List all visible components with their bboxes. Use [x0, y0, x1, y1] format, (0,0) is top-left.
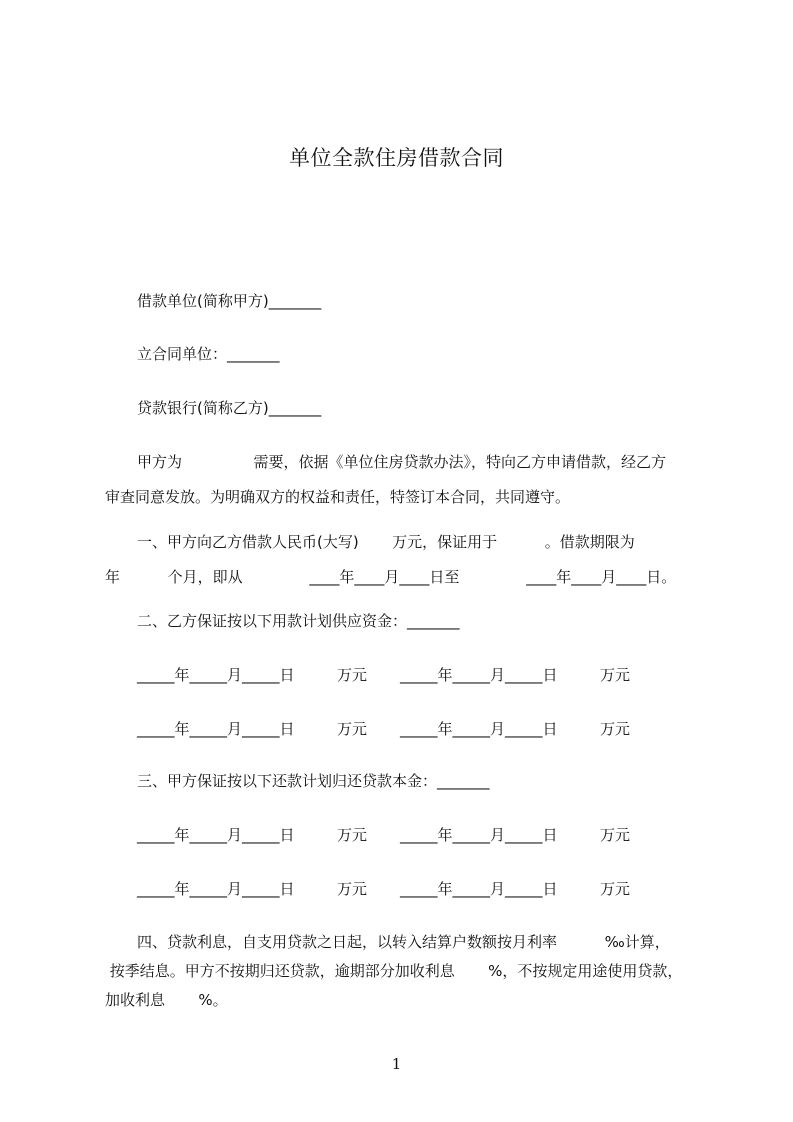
- clause-3-heading: 三、甲方保证按以下还款计划归还贷款本金：_______: [137, 772, 490, 790]
- schedule-date-left: _____年_____月_____日: [137, 880, 295, 898]
- schedule-date-right: _____年_____月_____日: [400, 826, 558, 844]
- schedule-date-right: _____年_____月_____日: [400, 720, 558, 738]
- schedule-date-right: _____年_____月_____日: [400, 666, 558, 684]
- schedule-unit-right: 万元: [600, 880, 631, 898]
- contract-title: 单位全款住房借款合同: [289, 146, 504, 170]
- bank-field: 贷款银行(简称乙方)_______: [137, 399, 322, 417]
- schedule-unit-left: 万元: [337, 666, 368, 684]
- schedule-date-right: _____年_____月_____日: [400, 880, 558, 898]
- intro-paragraph: [105, 451, 705, 507]
- contract-unit-field: 立合同单位：_______: [137, 345, 280, 363]
- clause-4-line-2: 按季结息。甲方不按期归还贷款，逾期部分加收利息 %，不按规定用途使用贷款，: [105, 962, 683, 980]
- intro-line-1: 甲方为 需要，依据《单位住房贷款办法》，特向乙方申请借款，经乙方: [137, 453, 667, 471]
- schedule-date-left: _____年_____月_____日: [137, 826, 295, 844]
- clause-1-line-2: 年 个月，即从 ____年____月____日至 ____年____月____日。: [105, 568, 677, 586]
- schedule-unit-left: 万元: [337, 826, 368, 844]
- schedule-date-left: _____年_____月_____日: [137, 720, 295, 738]
- schedule-unit-left: 万元: [337, 720, 368, 738]
- clause-1-line-1: 一、甲方向乙方借款人民币(大写) 万元，保证用于 。借款期限为: [137, 533, 635, 551]
- schedule-date-left: _____年_____月_____日: [137, 666, 295, 684]
- schedule-unit-right: 万元: [600, 720, 631, 738]
- schedule-unit-left: 万元: [337, 880, 368, 898]
- intro-line-2: 审查同意发放。为明确双方的权益和责任，特签订本合同，共同遵守。: [105, 488, 571, 506]
- clause-4-paragraph: [105, 931, 705, 1010]
- clause-4-line-3: 加收利息 %。: [105, 991, 228, 1009]
- clause-2-heading: 二、乙方保证按以下用款计划供应资金：_______: [137, 612, 460, 630]
- borrower-field: 借款单位(简称甲方)_______: [137, 292, 322, 310]
- schedule-unit-right: 万元: [600, 826, 631, 844]
- clause-1-paragraph: [105, 531, 705, 587]
- page-number: 1: [391, 1055, 402, 1073]
- schedule-unit-right: 万元: [600, 666, 631, 684]
- clause-4-line-1: 四、贷款利息，自支用贷款之日起，以转入结算户数额按月利率 ‰计算，: [137, 933, 670, 951]
